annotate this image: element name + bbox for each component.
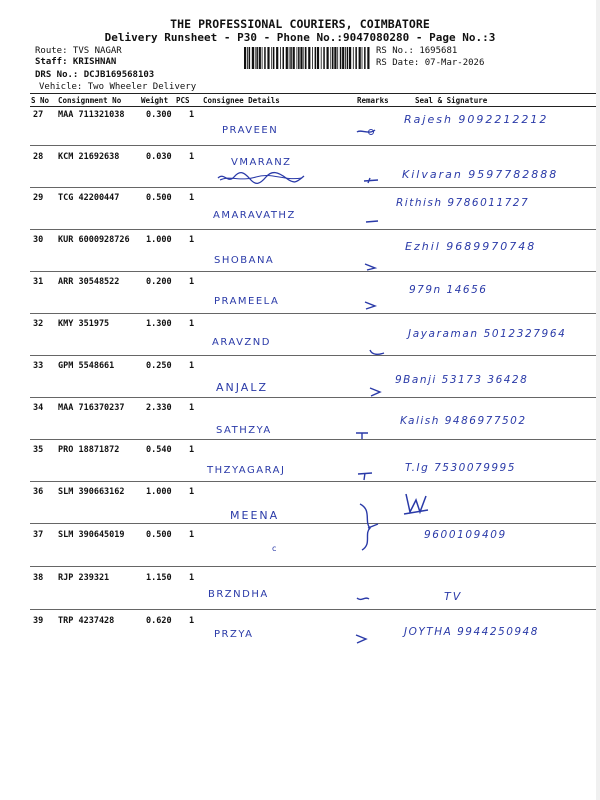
row-divider (30, 145, 600, 146)
remark-tick (356, 470, 374, 482)
receiver-signature: 9Banji 53173 36428 (395, 374, 529, 386)
barcode-bar (334, 47, 336, 69)
col-header-consignment: Consignment No (58, 96, 122, 105)
signature-scribble (402, 492, 432, 516)
barcode-bar (367, 47, 369, 69)
remark-tick (364, 217, 380, 227)
consignee-name: BRZNDHA (208, 589, 269, 600)
barcode-bar (264, 47, 266, 69)
sno-cell: 35 (33, 445, 44, 455)
row-divider (30, 313, 600, 314)
weight-cell: 0.300 (146, 110, 172, 120)
consignment-cell: ARR 30548522 (58, 277, 120, 287)
receiver-signature: JOYTHA 9944250948 (404, 626, 539, 638)
receiver-signature: Rajesh 9092212212 (404, 113, 549, 126)
row-divider (30, 439, 600, 440)
consignment-cell: KCM 21692638 (58, 152, 120, 162)
pcs-cell: 1 (189, 193, 195, 203)
row-divider (30, 481, 600, 482)
pcs-cell: 1 (189, 319, 195, 329)
receiver-signature: Kilvaran 9597782888 (402, 168, 559, 181)
receiver-signature: Kalish 9486977502 (400, 415, 527, 427)
consignment-cell: PRO 18871872 (58, 445, 120, 455)
remark-tick (355, 594, 371, 604)
barcode-bar (327, 47, 329, 69)
barcode-bar (362, 47, 363, 69)
remark-tick (368, 347, 386, 357)
barcode-bar (283, 47, 285, 69)
staff-label: Staff: KRISHNAN (35, 57, 117, 67)
sno-cell: 31 (33, 277, 44, 287)
row-divider (30, 397, 600, 398)
col-header-seal: Seal & Signature (415, 96, 488, 105)
sno-cell: 37 (33, 530, 44, 540)
barcode-bar (353, 47, 354, 69)
drs-number: DRS No.: DCJB169568103 (35, 70, 155, 80)
barcode (244, 47, 372, 69)
pcs-cell: 1 (189, 445, 195, 455)
barcode-bar (317, 47, 319, 69)
weight-cell: 1.300 (146, 319, 172, 329)
row-divider (30, 229, 600, 230)
remark-tick (354, 633, 370, 645)
barcode-bar (340, 47, 342, 69)
barcode-bar (259, 47, 261, 69)
consignee-name: PRZYA (214, 629, 254, 640)
pcs-cell: 1 (189, 152, 195, 162)
barcode-bar (289, 47, 290, 69)
weight-cell: 1.000 (146, 487, 172, 497)
sno-cell: 34 (33, 403, 44, 413)
receiver-signature: 9600109409 (424, 529, 507, 541)
barcode-bar (323, 47, 325, 69)
sno-cell: 39 (33, 616, 44, 626)
consignee-name: AMARAVATHZ (213, 210, 296, 221)
col-header-weight: Weight (141, 96, 169, 105)
pcs-cell: 1 (189, 277, 195, 287)
pcs-cell: 1 (189, 616, 195, 626)
barcode-bar (330, 47, 331, 69)
barcode-bar (364, 47, 366, 69)
weight-cell: 0.500 (146, 530, 172, 540)
consignee-name: SHOBANA (214, 255, 275, 266)
barcode-bar (271, 47, 272, 69)
sno-cell: 36 (33, 487, 44, 497)
sno-cell: 30 (33, 235, 44, 245)
sno-cell: 38 (33, 573, 44, 583)
barcode-bar (244, 47, 246, 69)
remark-tick (368, 386, 384, 398)
rs-number: RS No.: 1695681 (376, 46, 458, 56)
consignment-cell: GPM 5548661 (58, 361, 115, 371)
strike-scribble (216, 171, 306, 185)
barcode-bar (315, 47, 317, 69)
remark-tick (355, 127, 377, 137)
barcode-bar (286, 47, 288, 69)
remark-tick (363, 300, 379, 310)
barcode-bar (337, 47, 338, 69)
barcode-bar (247, 47, 248, 69)
pen-mark: c (272, 544, 278, 553)
consignment-cell: RJP 239321 (58, 573, 110, 583)
barcode-bar (347, 47, 349, 69)
remark-tick (354, 429, 370, 441)
weight-cell: 0.500 (146, 193, 172, 203)
barcode-bar (298, 47, 300, 69)
pcs-cell: 1 (189, 487, 195, 497)
consignee-name: ARAVZND (212, 337, 271, 348)
row-divider (30, 609, 600, 610)
consignee-name: PRAMEELA (214, 296, 280, 307)
receiver-signature: 979n 14656 (409, 284, 488, 296)
pcs-cell: 1 (189, 403, 195, 413)
weight-cell: 1.150 (146, 573, 172, 583)
company-title: THE PROFESSIONAL COURIERS, COIMBATORE (170, 17, 430, 31)
barcode-bar (267, 47, 269, 69)
barcode-bar (249, 47, 251, 69)
barcode-bar (252, 47, 254, 69)
sno-cell: 27 (33, 110, 44, 120)
header-top-rule (30, 93, 600, 94)
consignment-cell: KMY 351975 (58, 319, 110, 329)
header-bottom-rule (30, 106, 600, 107)
consignment-cell: KUR 6000928726 (58, 235, 130, 245)
barcode-bar (312, 47, 313, 69)
row-divider (30, 271, 600, 272)
weight-cell: 0.030 (146, 152, 172, 162)
consignee-name: ANJALZ (216, 381, 268, 394)
pcs-cell: 1 (189, 530, 195, 540)
barcode-bar (305, 47, 307, 69)
consignee-name: SATHZYA (216, 425, 272, 436)
consignee-name: PRAVEEN (222, 125, 279, 136)
barcode-bar (297, 47, 298, 69)
row-divider (30, 187, 600, 188)
barcode-bar (280, 47, 281, 69)
barcode-bar (303, 47, 304, 69)
sno-cell: 32 (33, 319, 44, 329)
pcs-cell: 1 (189, 573, 195, 583)
row-divider (30, 566, 600, 567)
consignment-cell: TCG 42200447 (58, 193, 120, 203)
consignment-cell: SLM 390645019 (58, 530, 125, 540)
barcode-bar (308, 47, 310, 69)
consignment-cell: MAA 711321038 (58, 110, 125, 120)
barcode-bar (276, 47, 278, 69)
row-divider (30, 523, 600, 524)
weight-cell: 2.330 (146, 403, 172, 413)
receiver-signature: Rithish 9786011727 (396, 197, 530, 209)
col-header-remarks: Remarks (357, 96, 389, 105)
runsheet-title: Delivery Runsheet - P30 - Phone No.:9047080280 - Page No.:3 (104, 31, 496, 44)
consignee-name: THZYAGARAJ (207, 465, 286, 476)
receiver-signature: T.Ig 7530079995 (405, 462, 516, 474)
receiver-signature: Jayaraman 5012327964 (408, 328, 567, 340)
row-divider (30, 355, 600, 356)
barcode-bar (342, 47, 344, 69)
barcode-bar (345, 47, 346, 69)
route-label: Route: TVS NAGAR (35, 46, 122, 56)
rs-date: RS Date: 07-Mar-2026 (376, 58, 485, 68)
pcs-cell: 1 (189, 235, 195, 245)
receiver-signature: Ezhil 9689970748 (405, 240, 537, 253)
barcode-bar (262, 47, 263, 69)
pcs-cell: 1 (189, 110, 195, 120)
barcode-bar (290, 47, 292, 69)
barcode-bar (332, 47, 334, 69)
remark-tick (362, 175, 380, 185)
receiver-signature: TV (444, 590, 463, 603)
consignee-name: VMARANZ (231, 157, 292, 168)
consignment-cell: TRP 4237428 (58, 616, 115, 626)
pcs-cell: 1 (189, 361, 195, 371)
consignment-cell: SLM 390663162 (58, 487, 125, 497)
sno-cell: 29 (33, 193, 44, 203)
sno-cell: 28 (33, 152, 44, 162)
scan-edge (596, 0, 600, 800)
vehicle-label: Vehicle: Two Wheeler Delivery (39, 82, 197, 92)
remark-brace (358, 502, 380, 552)
barcode-bar (293, 47, 295, 69)
barcode-bar (255, 47, 256, 69)
remark-tick (363, 261, 379, 271)
barcode-bar (256, 47, 258, 69)
barcode-bar (300, 47, 302, 69)
col-header-sno: S No (31, 96, 50, 105)
col-header-pcs: PCS (176, 96, 190, 105)
consignee-name: MEENA (230, 509, 280, 522)
weight-cell: 0.200 (146, 277, 172, 287)
weight-cell: 0.540 (146, 445, 172, 455)
weight-cell: 1.000 (146, 235, 172, 245)
barcode-bar (355, 47, 357, 69)
consignment-cell: MAA 716370237 (58, 403, 125, 413)
sno-cell: 33 (33, 361, 44, 371)
barcode-bar (321, 47, 322, 69)
col-header-consignee: Consignee Details (203, 96, 280, 105)
barcode-bar (349, 47, 351, 69)
barcode-bar (359, 47, 361, 69)
barcode-bar (273, 47, 275, 69)
weight-cell: 0.620 (146, 616, 172, 626)
weight-cell: 0.250 (146, 361, 172, 371)
